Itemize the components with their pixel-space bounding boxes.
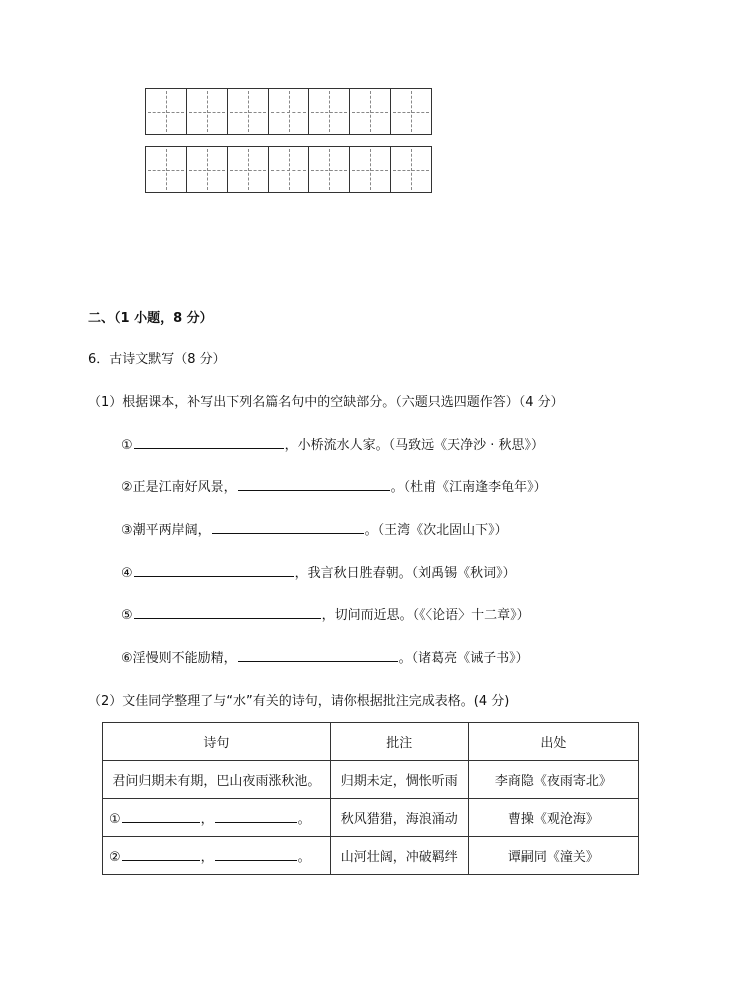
answer-blank[interactable]	[238, 648, 398, 662]
table-row	[103, 761, 639, 799]
answer-blank[interactable]	[122, 847, 200, 861]
poem-end: 。	[297, 812, 311, 827]
item-before: 潮平两岸阔，	[132, 523, 211, 538]
grid-cell[interactable]	[269, 89, 310, 134]
item-marker: ⑥	[121, 651, 133, 666]
answer-blank[interactable]	[238, 477, 390, 491]
fill-item-3	[121, 519, 508, 538]
poem-separator: ，	[200, 850, 214, 865]
item-marker: ④	[121, 566, 133, 581]
answer-blank[interactable]	[212, 520, 364, 534]
grid-cell[interactable]	[350, 89, 391, 134]
source-cell: 谭嗣同《潼关》	[468, 837, 638, 875]
poem-cell: 君问归期未有期，巴山夜雨涨秋池。	[103, 761, 331, 799]
item-marker: ②	[109, 850, 121, 865]
item-after: 。（杜甫《江南逢李龟年》）	[390, 480, 547, 495]
item-marker: ③	[121, 523, 133, 538]
note-cell: 秋风猎猎，海浪涌动	[330, 799, 468, 837]
table-row	[103, 799, 639, 837]
answer-blank[interactable]	[215, 809, 297, 823]
item-before: 淫慢则不能励精，	[132, 651, 237, 666]
source-cell: 李商隐《夜雨寄北》	[468, 761, 638, 799]
section-heading: 二、（1 小题，8 分）	[88, 311, 213, 326]
grid-cell[interactable]	[228, 89, 269, 134]
note-cell: 山河壮阔，冲破羁绊	[330, 837, 468, 875]
answer-blank[interactable]	[134, 563, 294, 577]
item-after: 。（王湾《次北固山下》）	[364, 523, 508, 538]
grid-cell[interactable]	[309, 89, 350, 134]
item-after: ，切问而近思。（《〈论语〉十二章》）	[321, 608, 530, 623]
poem-table	[102, 722, 639, 875]
writing-grid-row-1	[145, 88, 432, 135]
table-header: 出处	[468, 723, 638, 761]
answer-blank[interactable]	[134, 435, 284, 449]
grid-cell[interactable]	[269, 147, 310, 192]
item-after: ，我言秋日胜春朝。（刘禹锡《秋词》）	[294, 566, 516, 581]
table-header-row	[103, 723, 639, 761]
grid-cell[interactable]	[187, 89, 228, 134]
item-before: 正是江南好风景，	[132, 480, 237, 495]
item-marker: ①	[121, 438, 133, 453]
question-title: 6．古诗文默写（8 分）	[88, 352, 226, 367]
table-header: 批注	[330, 723, 468, 761]
part1-instruction: （1）根据课本，补写出下列名篇名句中的空缺部分。（六题只选四题作答）（4 分）	[88, 395, 564, 410]
grid-cell[interactable]	[391, 89, 431, 134]
poem-cell	[103, 799, 331, 837]
grid-cell[interactable]	[350, 147, 391, 192]
item-marker: ②	[121, 480, 133, 495]
poem-end: 。	[297, 850, 311, 865]
source-cell: 曹操《观沧海》	[468, 799, 638, 837]
fill-item-1	[121, 434, 544, 453]
answer-blank[interactable]	[122, 809, 200, 823]
fill-item-5	[121, 604, 530, 623]
item-after: 。（诸葛亮《诫子书》）	[398, 651, 529, 666]
poem-cell	[103, 837, 331, 875]
grid-cell[interactable]	[391, 147, 431, 192]
note-cell: 归期未定，惆怅听雨	[330, 761, 468, 799]
poem-separator: ，	[200, 812, 214, 827]
item-marker: ⑤	[121, 608, 133, 623]
grid-cell[interactable]	[309, 147, 350, 192]
fill-item-2	[121, 476, 547, 495]
item-after: ，小桥流水人家。（马致远《天净沙 · 秋思》）	[284, 438, 545, 453]
writing-grid-row-2	[145, 146, 432, 193]
fill-item-6	[121, 647, 529, 666]
answer-blank[interactable]	[215, 847, 297, 861]
grid-cell[interactable]	[187, 147, 228, 192]
answer-blank[interactable]	[134, 605, 321, 619]
grid-cell[interactable]	[146, 89, 187, 134]
table-header: 诗句	[103, 723, 331, 761]
item-marker: ①	[109, 812, 121, 827]
table-row	[103, 837, 639, 875]
grid-cell[interactable]	[146, 147, 187, 192]
part2-instruction: （2）文佳同学整理了与“水”有关的诗句，请你根据批注完成表格。(4 分)	[88, 694, 510, 709]
grid-cell[interactable]	[228, 147, 269, 192]
fill-item-4	[121, 562, 516, 581]
